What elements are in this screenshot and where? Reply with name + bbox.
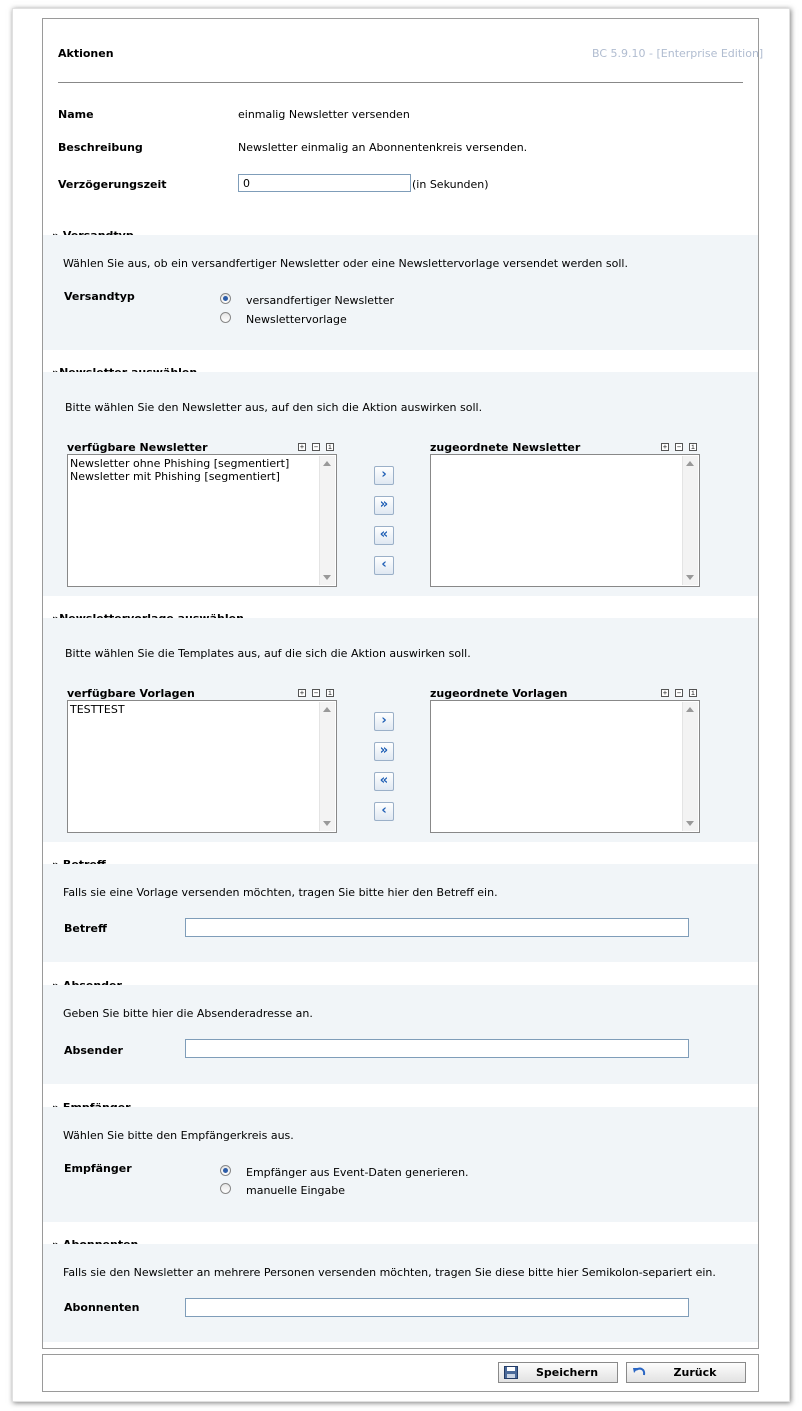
collapse-icon[interactable]: − bbox=[676, 689, 682, 697]
description-label: Beschreibung bbox=[58, 141, 143, 154]
betreff-description: Falls sie eine Vorlage versenden möchten, tragen Sie bitte hier den Betreff ein. bbox=[63, 886, 498, 899]
assigned-templates-label: zugeordnete Vorlagen bbox=[430, 687, 568, 700]
delay-unit: (in Sekunden) bbox=[412, 178, 489, 191]
absender-input[interactable] bbox=[185, 1039, 689, 1058]
available-templates-list[interactable] bbox=[67, 700, 337, 833]
info-icon[interactable]: i bbox=[327, 689, 333, 697]
abonnenten-label: Abonnenten bbox=[64, 1301, 140, 1314]
list-item[interactable]: TESTTEST bbox=[70, 703, 125, 716]
scrollbar[interactable] bbox=[682, 702, 698, 831]
newsletter-section bbox=[43, 372, 758, 596]
scroll-down-icon[interactable] bbox=[686, 821, 694, 826]
remove-all-button[interactable]: « bbox=[374, 772, 394, 791]
collapse-icon[interactable]: − bbox=[313, 443, 319, 451]
versandtyp-section bbox=[43, 235, 758, 350]
scroll-up-icon[interactable] bbox=[686, 707, 694, 712]
radio-newslettervorlage[interactable] bbox=[220, 312, 231, 323]
info-icon[interactable]: i bbox=[690, 443, 696, 451]
list-item[interactable]: Newsletter ohne Phishing [segmentiert] bbox=[70, 457, 290, 470]
radio-manuelle-eingabe[interactable] bbox=[220, 1183, 231, 1194]
remove-selected-button[interactable]: ‹ bbox=[374, 556, 394, 575]
absender-description: Geben Sie bitte hier die Absenderadresse an. bbox=[63, 1007, 313, 1020]
versandtyp-label: Versandtyp bbox=[64, 290, 135, 303]
back-button-label: Zurück bbox=[673, 1366, 717, 1379]
radio-event-daten-label: Empfänger aus Event-Daten generieren. bbox=[246, 1166, 469, 1179]
expand-icon[interactable]: + bbox=[662, 689, 668, 697]
version-label: BC 5.9.10 - [Enterprise Edition] bbox=[592, 47, 764, 60]
back-button[interactable] bbox=[626, 1362, 746, 1383]
page-title: Aktionen bbox=[58, 47, 114, 60]
newsletter-description: Bitte wählen Sie den Newsletter aus, auf den sich die Aktion auswirken soll. bbox=[65, 401, 483, 414]
assigned-newsletter-list[interactable] bbox=[430, 454, 700, 587]
scroll-up-icon[interactable] bbox=[686, 461, 694, 466]
vorlage-section bbox=[43, 618, 758, 842]
empfaenger-section bbox=[43, 1107, 758, 1222]
assigned-templates-list[interactable] bbox=[430, 700, 700, 833]
radio-versandfertig[interactable] bbox=[220, 293, 231, 304]
expand-icon[interactable]: + bbox=[299, 689, 305, 697]
available-templates-label: verfügbare Vorlagen bbox=[67, 687, 195, 700]
scroll-up-icon[interactable] bbox=[323, 707, 331, 712]
scrollbar[interactable] bbox=[682, 456, 698, 585]
collapse-icon[interactable]: − bbox=[676, 443, 682, 451]
radio-newslettervorlage-label: Newslettervorlage bbox=[246, 313, 347, 326]
scroll-down-icon[interactable] bbox=[686, 575, 694, 580]
add-selected-button[interactable]: › bbox=[374, 466, 394, 485]
abonnenten-input[interactable] bbox=[185, 1298, 689, 1317]
absender-section bbox=[43, 985, 758, 1084]
save-button-label: Speichern bbox=[535, 1366, 599, 1379]
list-item[interactable]: Newsletter mit Phishing [segmentiert] bbox=[70, 470, 280, 483]
description-value: Newsletter einmalig an Abonnentenkreis versenden. bbox=[238, 141, 528, 154]
name-value: einmalig Newsletter versenden bbox=[238, 108, 410, 121]
add-all-button[interactable]: » bbox=[374, 742, 394, 761]
scrollbar[interactable] bbox=[319, 456, 335, 585]
delay-input[interactable] bbox=[238, 174, 411, 192]
expand-icon[interactable]: + bbox=[662, 443, 668, 451]
betreff-section bbox=[43, 864, 758, 962]
versandtyp-description: Wählen Sie aus, ob ein versandfertiger Newsletter oder eine Newslettervorlage versendet werden soll. bbox=[63, 257, 628, 270]
info-icon[interactable]: i bbox=[327, 443, 333, 451]
name-label: Name bbox=[58, 108, 94, 121]
remove-selected-button[interactable]: ‹ bbox=[374, 802, 394, 821]
save-button[interactable] bbox=[498, 1362, 618, 1383]
empfaenger-description: Wählen Sie bitte den Empfängerkreis aus. bbox=[63, 1129, 294, 1142]
radio-event-daten[interactable] bbox=[220, 1165, 231, 1176]
vorlage-description: Bitte wählen Sie die Templates aus, auf die sich die Aktion auswirken soll. bbox=[65, 647, 471, 660]
betreff-label: Betreff bbox=[64, 922, 107, 935]
info-icon[interactable]: i bbox=[690, 689, 696, 697]
scroll-up-icon[interactable] bbox=[323, 461, 331, 466]
available-newsletter-list[interactable] bbox=[67, 454, 337, 587]
add-all-button[interactable]: » bbox=[374, 496, 394, 515]
scrollbar[interactable] bbox=[319, 702, 335, 831]
assigned-newsletter-label: zugeordnete Newsletter bbox=[430, 441, 581, 454]
scroll-down-icon[interactable] bbox=[323, 575, 331, 580]
radio-versandfertig-label: versandfertiger Newsletter bbox=[246, 294, 394, 307]
empfaenger-label: Empfänger bbox=[64, 1162, 132, 1175]
available-newsletter-label: verfügbare Newsletter bbox=[67, 441, 208, 454]
absender-label: Absender bbox=[64, 1044, 123, 1057]
add-selected-button[interactable]: › bbox=[374, 712, 394, 731]
collapse-icon[interactable]: − bbox=[313, 689, 319, 697]
abonnenten-description: Falls sie den Newsletter an mehrere Personen versenden möchten, tragen Sie diese bitte hier Semikolon-separiert ein. bbox=[63, 1266, 716, 1279]
delay-label: Verzögerungszeit bbox=[58, 178, 167, 191]
radio-manuelle-eingabe-label: manuelle Eingabe bbox=[246, 1184, 345, 1197]
expand-icon[interactable]: + bbox=[299, 443, 305, 451]
header-divider bbox=[58, 82, 743, 83]
betreff-input[interactable] bbox=[185, 918, 689, 937]
remove-all-button[interactable]: « bbox=[374, 526, 394, 545]
abonnenten-section bbox=[43, 1244, 758, 1342]
scroll-down-icon[interactable] bbox=[323, 821, 331, 826]
